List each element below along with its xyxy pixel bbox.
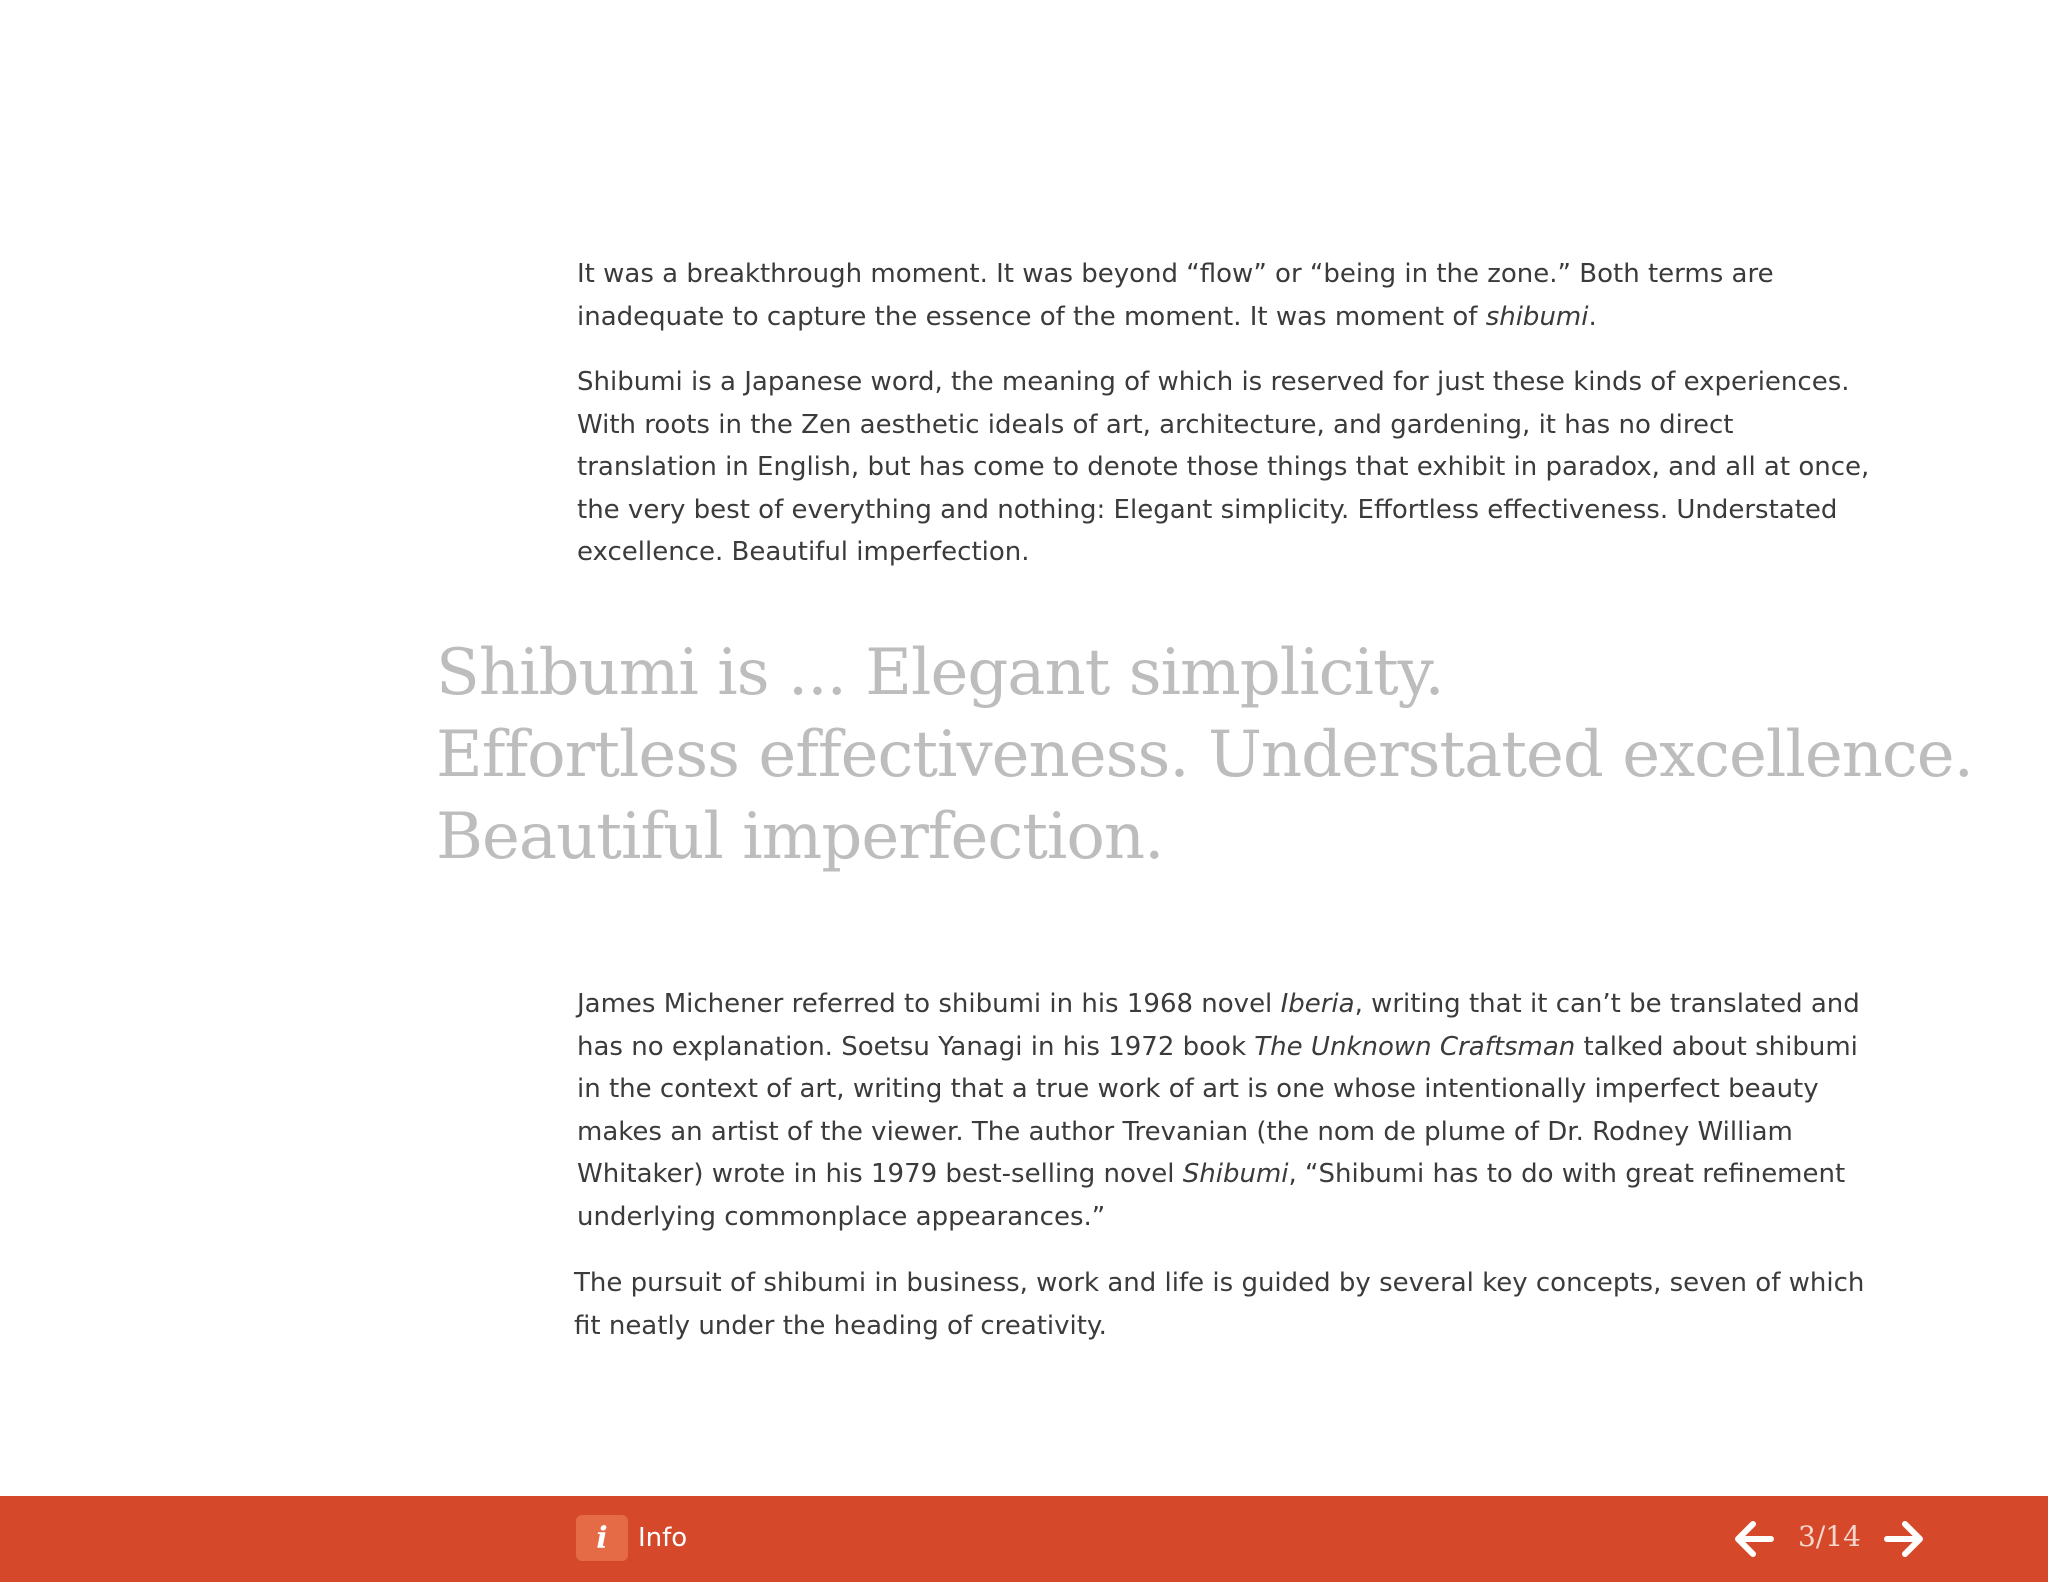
paragraph-pursuit [574,1262,1874,1347]
paragraph-text: , writing that it can’t be translated and has no explanation. Soetsu Yanagi in his 1972 book [577,989,1860,1062]
book-title-iberia: Iberia [1280,989,1355,1019]
info-label: Info [638,1523,688,1553]
arrow-left-icon [1731,1516,1777,1562]
paragraph-definition [577,361,1877,574]
arrow-right-icon [1881,1516,1927,1562]
previous-page-button[interactable] [1731,1516,1777,1562]
book-title-unknown-craftsman: The Unknown Craftsman [1254,1031,1576,1062]
paragraph-text: , “Shibumi has to do with great refinement underlying commonplace appearances.” [577,1159,1846,1232]
pull-quote-line: Shibumi is ... Elegant simplicity. [436,636,1444,710]
paragraph-text: James Michener referred to shibumi in his 1968 novel [577,989,1281,1019]
paragraph-breakthrough [577,253,1877,338]
footer-bar [0,1496,2048,1582]
info-icon [576,1515,628,1561]
paragraph-text: The pursuit of shibumi in business, work and life is guided by several key concepts, seven of which fit neatly under the heading of creativity. [574,1268,1865,1341]
pull-quote [436,632,1973,878]
paragraph-references [577,983,1877,1239]
next-page-button[interactable] [1881,1516,1927,1562]
paragraph-text: Shibumi is a Japanese word, the meaning of which is reserved for just these kinds of experiences. With roots in the Zen aesthetic ideals of art, architecture, and gardening, it has no direct translation in English, but has come to denote those things that exhibit in paradox, and all at once, the very best of everything and nothing: Elegant simplicity. Effortless effectiveness. Understated excellence. Beautiful imperfection. [577,367,1870,568]
info-button[interactable] [576,1514,687,1562]
book-title-shibumi: Shibumi [1182,1159,1289,1190]
paragraph-text: It was a breakthrough moment. It was beyond “flow” or “being in the zone.” Both terms are inadequate to capture the essence of the moment. It was moment of [577,259,1774,332]
emphasis-shibumi: shibumi [1485,301,1589,332]
paragraph-text: . [1588,301,1597,332]
paragraph-text: talked about shibumi in the context of art, writing that a true work of art is one whose intentionally imperfect beauty makes an artist of the viewer. The author Trevanian (the nom de plume of Dr. Rodney William Whitaker) wrote in his 1979 best-selling novel [577,1031,1858,1190]
pull-quote-line: Effortless effectiveness. Understated excellence. [436,718,1973,792]
info-icon-glyph: i [596,1520,608,1556]
page-counter: 3/14 [1798,1520,1861,1553]
pull-quote-line: Beautiful imperfection. [436,800,1164,874]
